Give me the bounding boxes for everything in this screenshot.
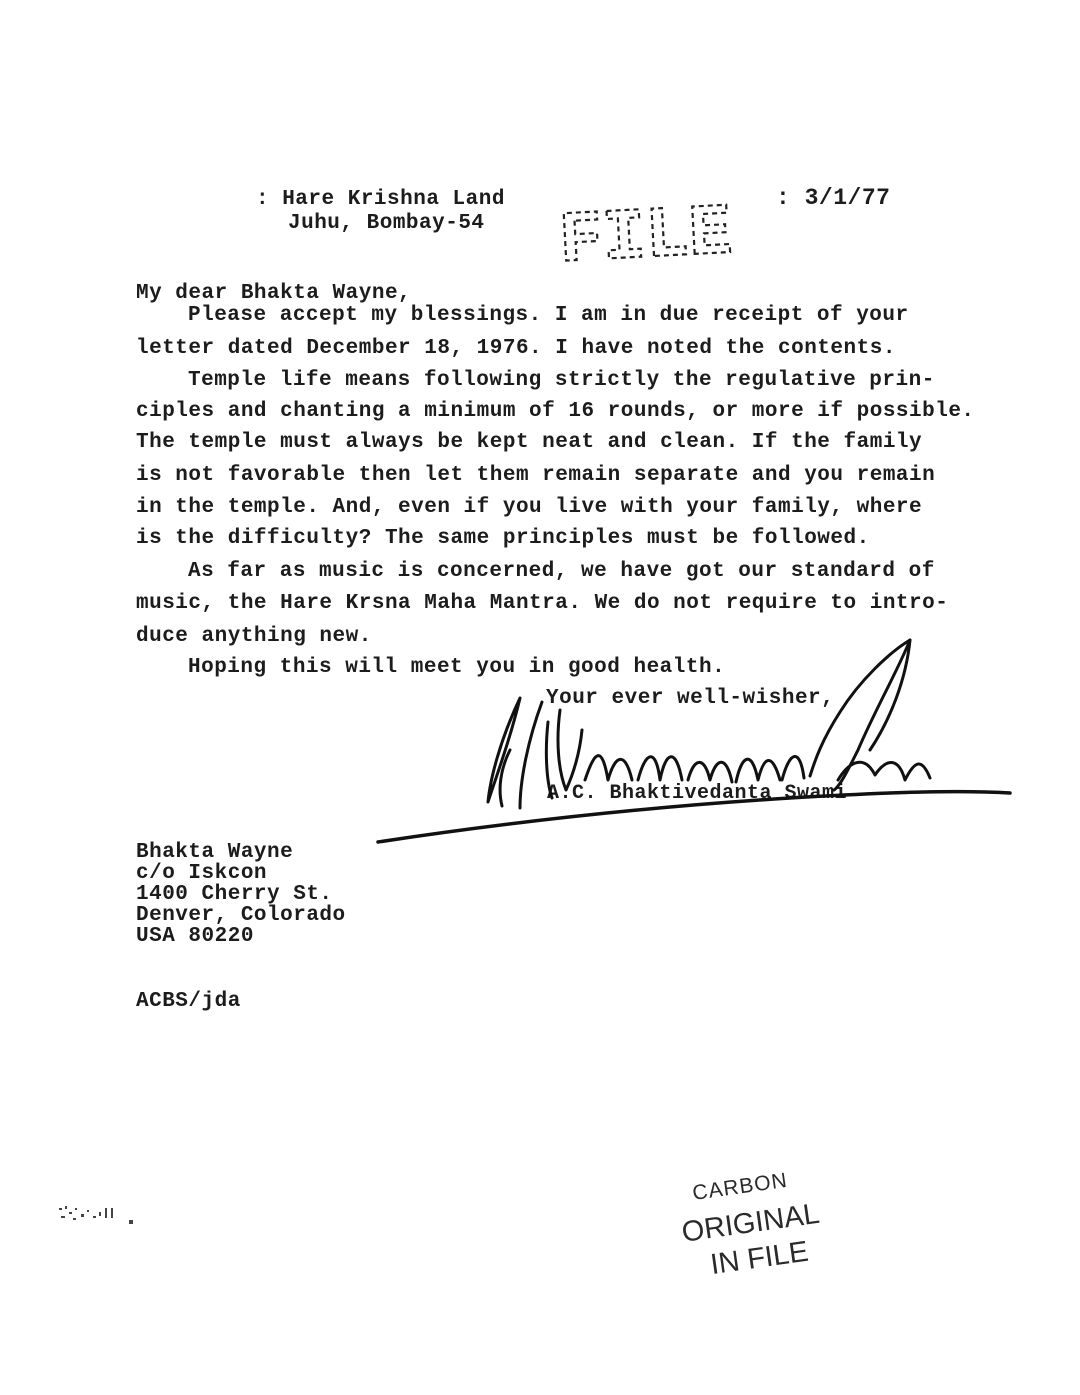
recipient-line-4: Denver, Colorado (136, 904, 346, 927)
body-line-3: Temple life means following strictly the regulative prin- (188, 369, 935, 392)
recipient-line-1: Bhakta Wayne (136, 841, 294, 864)
carbon-stamp-line1: CARBON (691, 1168, 790, 1205)
letterhead-address-line2: Juhu, Bombay-54 (288, 212, 485, 235)
carbon-original-stamp (673, 1159, 847, 1295)
body-line-4: ciples and chanting a minimum of 16 rounds, or more if possible. (136, 400, 975, 423)
ink-smudge (55, 1200, 140, 1230)
body-line-5: The temple must always be kept neat and clean. If the family (136, 431, 923, 454)
file-stamp-text: FILE (557, 191, 735, 283)
closing: Your ever well-wisher, (546, 687, 835, 710)
recipient-line-3: 1400 Cherry St. (136, 883, 333, 906)
salutation: My dear Bhakta Wayne, (136, 282, 412, 305)
recipient-line-5: USA 80220 (136, 925, 254, 948)
reference-initials: ACBS/jda (136, 990, 241, 1013)
body-line-8: is the difficulty? The same principles must be followed. (136, 527, 870, 550)
body-line-6: is not favorable then let them remain separate and you remain (136, 464, 936, 487)
body-line-9: As far as music is concerned, we have got our standard of (188, 560, 935, 583)
body-line-2: letter dated December 18, 1976. I have noted the contents. (136, 337, 896, 360)
letter-date: : 3/1/77 (776, 185, 891, 211)
body-line-1: Please accept my blessings. I am in due receipt of your (188, 304, 909, 327)
body-line-12: Hoping this will meet you in good health. (188, 656, 726, 679)
file-stamp (555, 188, 735, 283)
body-line-7: in the temple. And, even if you live with your family, where (136, 496, 923, 519)
letterhead-address-line1: : Hare Krishna Land (256, 188, 505, 211)
body-line-11: duce anything new. (136, 625, 372, 648)
body-line-10: music, the Hare Krsna Maha Mantra. We do not require to intro- (136, 592, 949, 615)
carbon-stamp-line3: IN FILE (708, 1235, 811, 1282)
handwritten-signature (370, 630, 1020, 860)
typed-name: A.C. Bhaktivedanta Swami (547, 782, 848, 805)
recipient-line-2: c/o Iskcon (136, 862, 268, 885)
carbon-stamp-line2: ORIGINAL (679, 1197, 822, 1249)
